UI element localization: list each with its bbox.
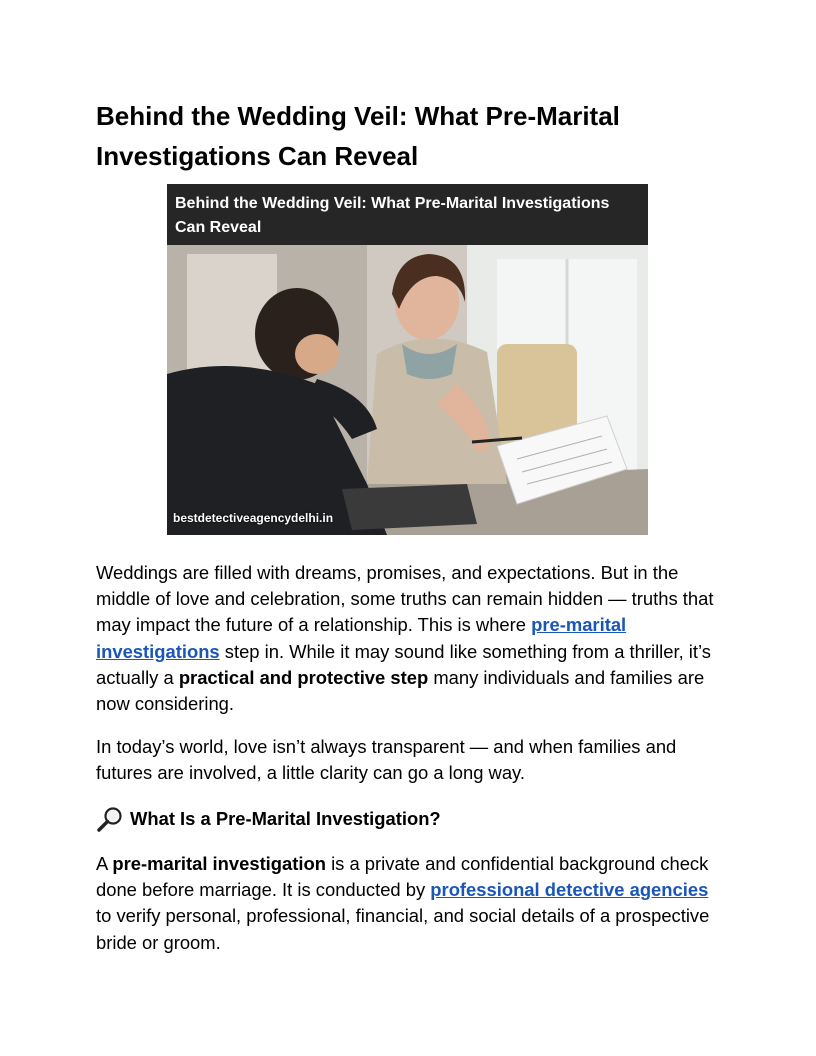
clarity-paragraph: In today’s world, love isn’t always transparent — and when families and futures are involved, a little clarity can go a long way. bbox=[96, 736, 677, 784]
page-title: Behind the Wedding Veil: What Pre-Marital Investigations Can Reveal bbox=[96, 101, 620, 171]
intro-text-1: Weddings are filled with dreams, promises, and expectations. But in the middle of love and celebration, some truths can remain hidden — truths that may impact the future of a relationship. This is where bbox=[96, 562, 714, 636]
section-heading bbox=[96, 806, 441, 832]
definition-text-2: is a private and confidential background check done before marriage. It is conducted by bbox=[96, 853, 709, 901]
definition-text-3: to verify personal, professional, financial, and social details of a prospective bride or groom. bbox=[96, 905, 710, 953]
intro-paragraph bbox=[96, 560, 726, 717]
hero-image bbox=[167, 184, 648, 535]
hero-watermark: bestdetectiveagencydelhi.in bbox=[173, 511, 334, 525]
intro-bold-text: practical and protective step bbox=[178, 666, 429, 688]
pre-marital-investigations-link[interactable]: pre-marital investigations bbox=[96, 614, 627, 662]
definition-bold-text: pre-marital investigation bbox=[112, 853, 326, 874]
definition-text-1: A bbox=[96, 853, 113, 874]
section-heading-text: What Is a Pre-Marital Investigation? bbox=[130, 808, 441, 829]
magnifying-glass-icon bbox=[96, 806, 124, 832]
definition-paragraph bbox=[96, 851, 726, 956]
hero-banner-text: Behind the Wedding Veil: What Pre-Marital Investigations Can Reveal bbox=[167, 184, 648, 245]
intro-text-2: step in. While it may sound like something from a thriller, it’s actually a bbox=[96, 640, 711, 688]
professional-detective-agencies-link[interactable]: professional detective agencies bbox=[430, 879, 709, 901]
intro-text-3: many individuals and families are now considering. bbox=[96, 666, 705, 715]
